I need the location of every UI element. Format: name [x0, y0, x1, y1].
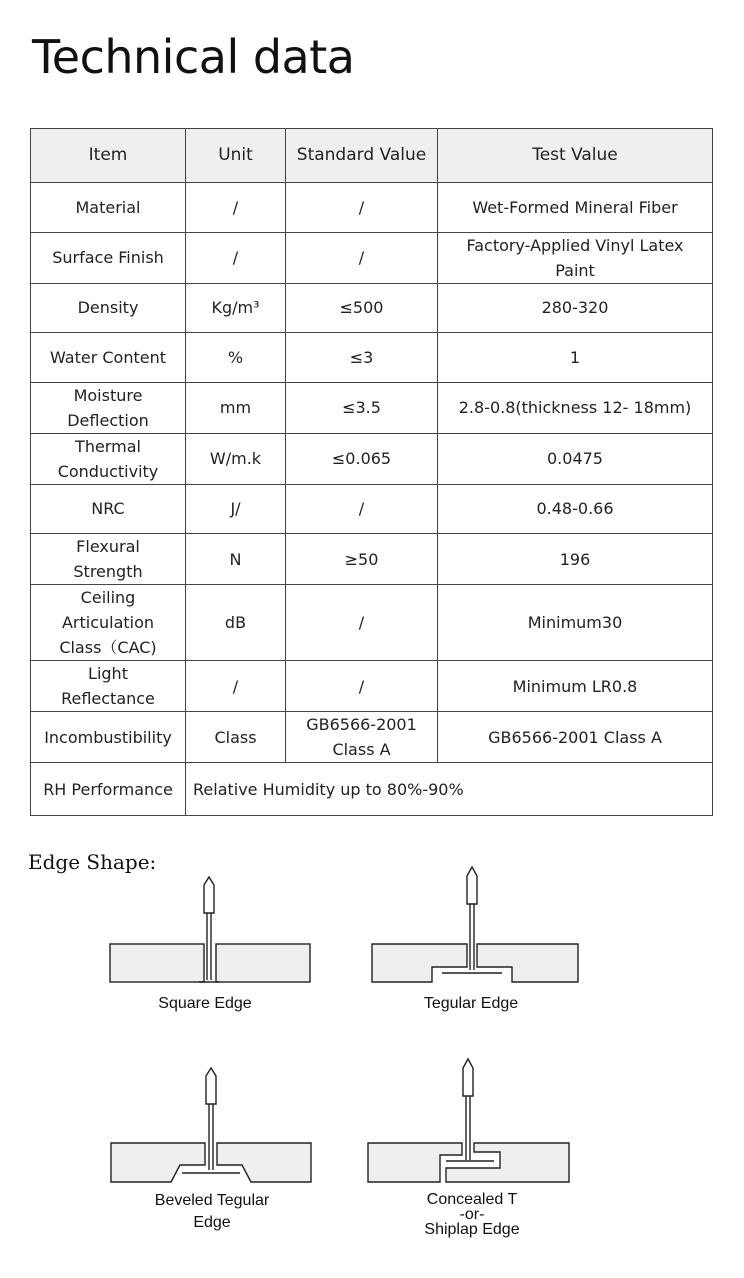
cell-item: Thermal Conductivity [31, 433, 186, 484]
cell-test: Minimum30 [438, 585, 713, 661]
cell-test: 280-320 [438, 283, 713, 333]
table-row [31, 283, 713, 333]
cell-standard: ≥50 [286, 534, 438, 585]
cell-standard: / [286, 183, 438, 233]
beveled-caption-line1: Beveled Tegular [154, 1192, 270, 1209]
cell-unit: mm [186, 382, 286, 433]
technical-data-table [30, 128, 713, 816]
cell-test: 1 [438, 333, 713, 383]
cell-unit: / [186, 232, 286, 283]
cell-standard: / [286, 585, 438, 661]
cell-item: Incombustibility [31, 712, 186, 763]
concealed-caption-line2: -or- [459, 1206, 485, 1223]
cell-rh-value: Relative Humidity up to 80%-90% [186, 763, 713, 816]
cell-unit: J/ [186, 484, 286, 534]
table-row-rh [31, 763, 713, 816]
table-row [31, 585, 713, 661]
beveled-caption-line2: Edge [193, 1214, 231, 1231]
cell-standard: ≤3 [286, 333, 438, 383]
cell-standard: ≤500 [286, 283, 438, 333]
cell-unit: dB [186, 585, 286, 661]
tegular-edge-caption: Tegular Edge [423, 995, 519, 1012]
header-test-value: Test Value [438, 129, 713, 183]
cell-test: Wet-Formed Mineral Fiber [438, 183, 713, 233]
cell-item: NRC [31, 484, 186, 534]
cell-standard: ≤0.065 [286, 433, 438, 484]
concealed-caption-line1: Concealed T [426, 1191, 518, 1208]
cell-standard: GB6566-2001 Class A [286, 712, 438, 763]
cell-item: Surface Finish [31, 232, 186, 283]
cell-item: Density [31, 283, 186, 333]
beveled-tegular-caption [130, 1190, 294, 1234]
cell-standard: / [286, 484, 438, 534]
square-edge-caption: Square Edge [158, 995, 252, 1012]
concealed-caption-line3: Shiplap Edge [424, 1221, 520, 1238]
table-row [31, 484, 713, 534]
cell-unit: / [186, 661, 286, 712]
table-row [31, 333, 713, 383]
cell-unit: W/m.k [186, 433, 286, 484]
cell-unit: Class [186, 712, 286, 763]
cell-test: 0.48-0.66 [438, 484, 713, 534]
table-row [31, 712, 713, 763]
header-item: Item [31, 129, 186, 183]
header-unit: Unit [186, 129, 286, 183]
cell-item: Ceiling Articulation Class（CAC) [31, 585, 186, 661]
cell-unit: N [186, 534, 286, 585]
page-title: Technical data [32, 30, 355, 84]
header-standard-value: Standard Value [286, 129, 438, 183]
concealed-t-diagram [368, 1059, 569, 1182]
square-edge-diagram [110, 877, 310, 982]
tegular-edge-diagram [372, 867, 578, 982]
table-row [31, 534, 713, 585]
cell-test: Minimum LR0.8 [438, 661, 713, 712]
table-header-row [31, 129, 713, 183]
cell-unit: / [186, 183, 286, 233]
table-row [31, 382, 713, 433]
beveled-tegular-diagram [111, 1068, 311, 1182]
edge-shape-diagrams [0, 860, 744, 1278]
concealed-t-caption [394, 1192, 550, 1237]
cell-item: Light Reflectance [31, 661, 186, 712]
cell-item: RH Performance [31, 763, 186, 816]
cell-unit: % [186, 333, 286, 383]
cell-test: GB6566-2001 Class A [438, 712, 713, 763]
cell-item: Moisture Deflection [31, 382, 186, 433]
table-row [31, 232, 713, 283]
cell-test: 196 [438, 534, 713, 585]
table-row [31, 433, 713, 484]
table-row [31, 661, 713, 712]
cell-standard: / [286, 661, 438, 712]
cell-test: 2.8-0.8(thickness 12- 18mm) [438, 382, 713, 433]
table-row [31, 183, 713, 233]
cell-item: Material [31, 183, 186, 233]
cell-item: Water Content [31, 333, 186, 383]
cell-test: Factory-Applied Vinyl Latex Paint [438, 232, 713, 283]
cell-standard: / [286, 232, 438, 283]
cell-unit: Kg/m³ [186, 283, 286, 333]
cell-test: 0.0475 [438, 433, 713, 484]
cell-standard: ≤3.5 [286, 382, 438, 433]
edge-shape-label: Edge Shape: [28, 850, 157, 874]
cell-item: Flexural Strength [31, 534, 186, 585]
